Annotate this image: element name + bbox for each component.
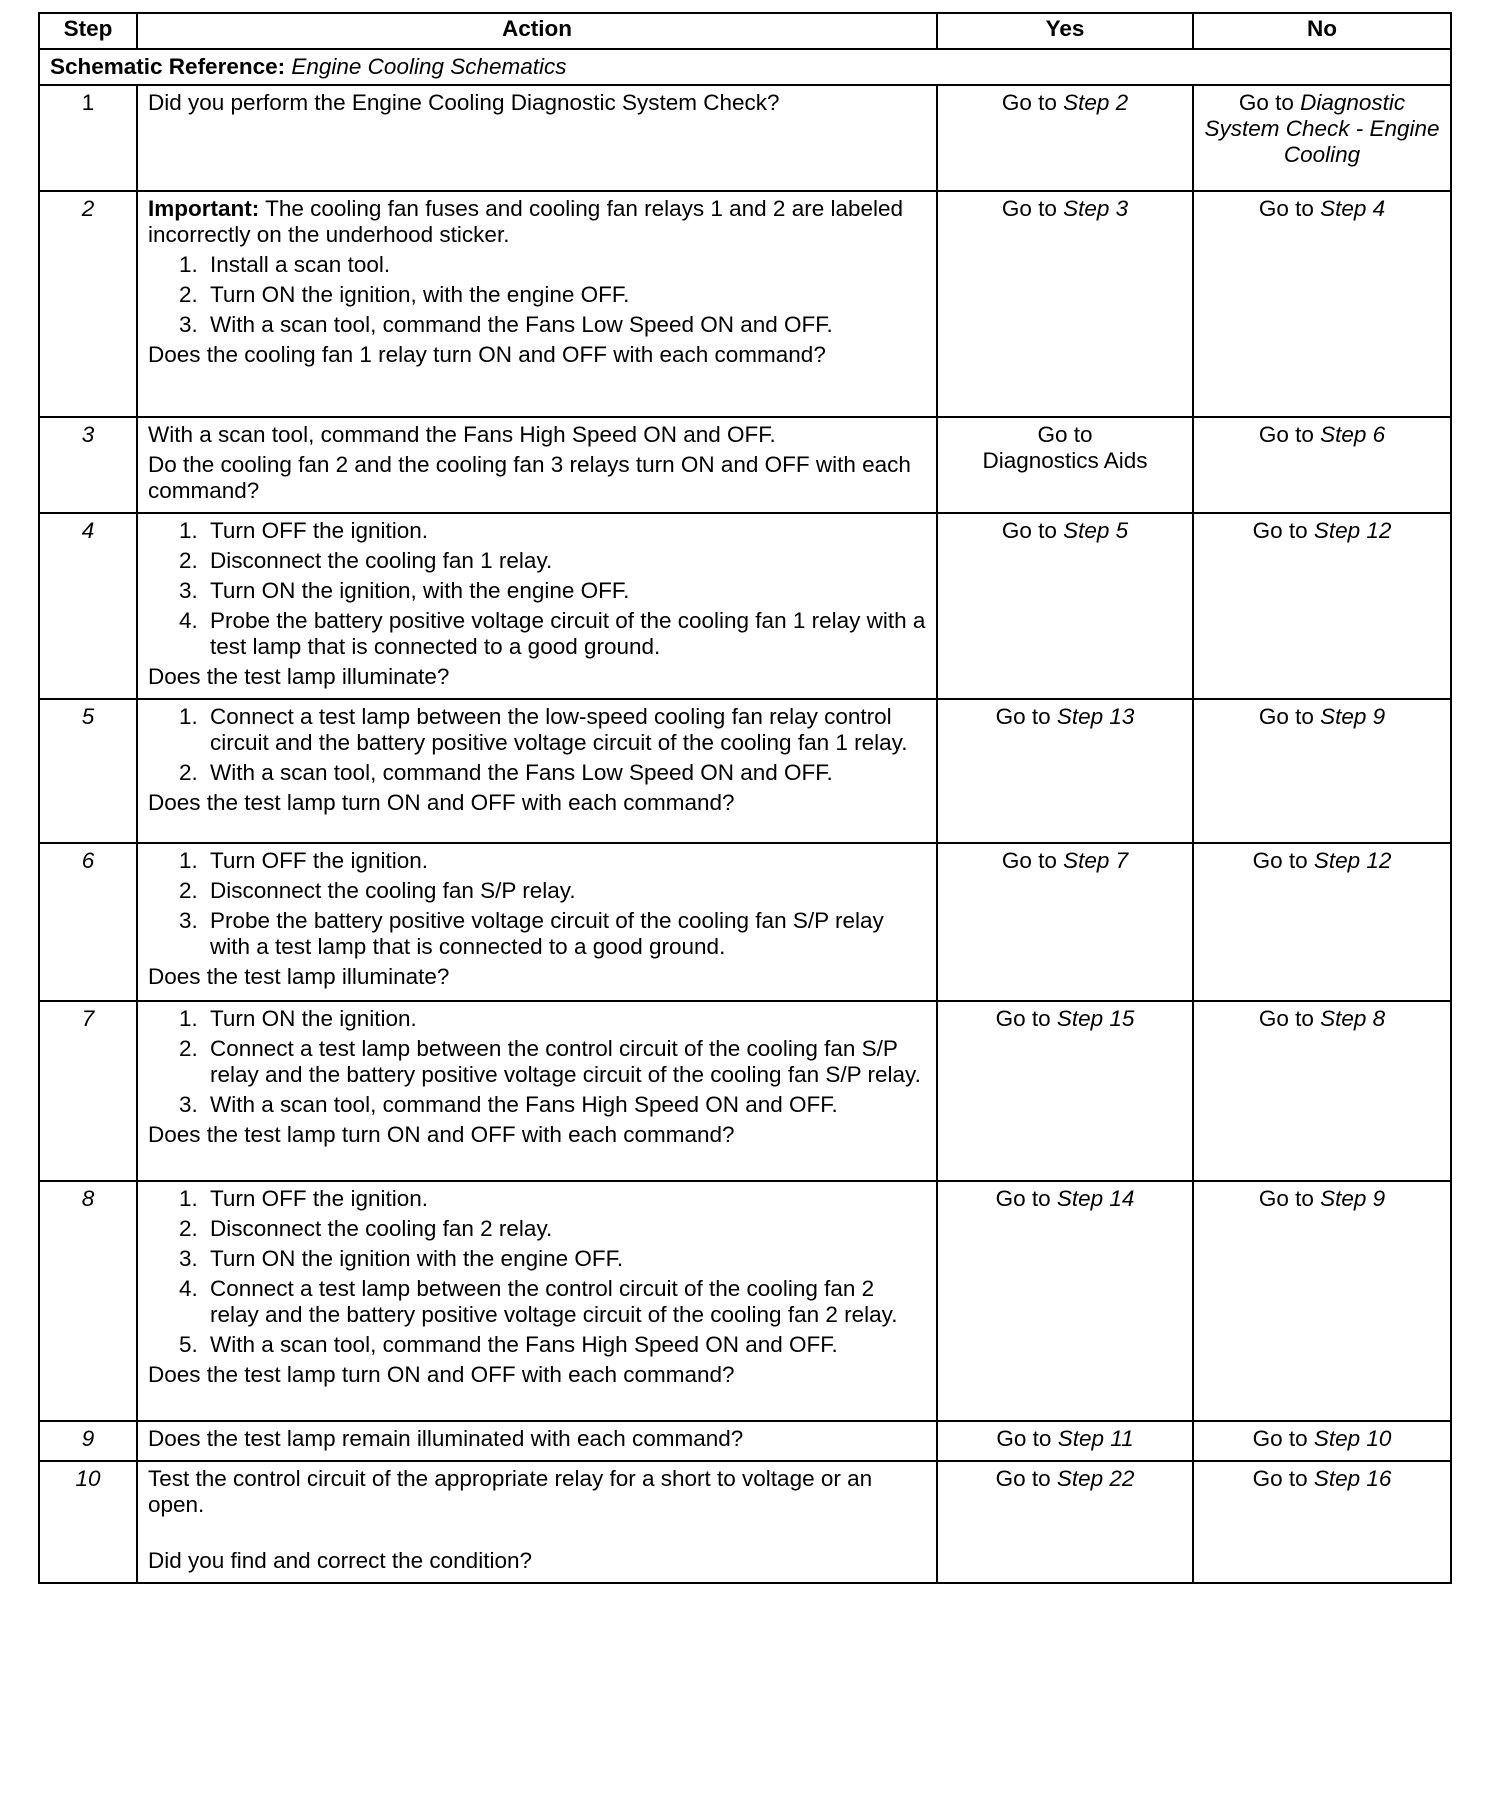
list-item: 3. With a scan tool, command the Fans Low Speed ON and OFF.	[204, 312, 926, 338]
yes-link[interactable]: Step 7	[1063, 848, 1129, 873]
list-item: 1. Turn ON the ignition.	[204, 1006, 926, 1032]
no-cell	[1193, 417, 1451, 513]
no-cell	[1193, 1461, 1451, 1583]
action-question: Do the cooling fan 2 and the cooling fan 3 relays turn ON and OFF with each command?	[148, 452, 911, 503]
step-number: 7	[39, 1001, 137, 1181]
list-item: 1. Turn OFF the ignition.	[204, 1186, 926, 1212]
yes-prefix: Go to	[996, 1426, 1058, 1451]
no-cell	[1193, 1181, 1451, 1421]
list-item: 2. Disconnect the cooling fan S/P relay.	[204, 878, 926, 904]
list-item: 3. Turn ON the ignition, with the engine OFF.	[204, 578, 926, 604]
no-link[interactable]: Step 12	[1313, 848, 1392, 873]
yes-link[interactable]: Step 22	[1056, 1466, 1135, 1491]
action-steps	[148, 1006, 926, 1118]
no-link[interactable]: Step 9	[1320, 1186, 1386, 1211]
list-item: 1. Install a scan tool.	[204, 252, 926, 278]
action-cell	[137, 1001, 937, 1181]
yes-prefix: Go to	[995, 704, 1057, 729]
table-row	[39, 699, 1451, 843]
yes-link[interactable]: Step 5	[1063, 518, 1129, 543]
yes-cell	[937, 85, 1193, 191]
table-row	[39, 85, 1451, 191]
step-number: 10	[39, 1461, 137, 1583]
no-link[interactable]: Step 4	[1320, 196, 1386, 221]
no-prefix: Go to	[1258, 196, 1321, 221]
no-cell	[1193, 1421, 1451, 1461]
list-item: 3. Turn ON the ignition with the engine OFF.	[204, 1246, 926, 1272]
no-cell	[1193, 843, 1451, 1001]
schematic-reference-label: Schematic Reference:	[50, 54, 286, 79]
yes-prefix: Go to	[995, 1186, 1057, 1211]
action-question: Did you find and correct the condition?	[148, 1548, 532, 1573]
no-prefix: Go to	[1252, 1426, 1314, 1451]
no-link[interactable]: Step 10	[1313, 1426, 1392, 1451]
action-instruction: With a scan tool, command the Fans High Speed ON and OFF.	[148, 422, 776, 447]
no-cell	[1193, 513, 1451, 699]
yes-link[interactable]: Step 3	[1063, 196, 1129, 221]
yes-cell	[937, 417, 1193, 513]
no-cell	[1193, 699, 1451, 843]
list-item: 2. Connect a test lamp between the control circuit of the cooling fan S/P relay and the battery positive voltage circuit of the cooling fan S/P relay.	[204, 1036, 926, 1088]
action-cell	[137, 1181, 937, 1421]
action-cell	[137, 191, 937, 417]
yes-prefix: Go to	[1037, 422, 1093, 447]
header-row	[39, 13, 1451, 49]
table-row	[39, 417, 1451, 513]
action-question: Does the test lamp turn ON and OFF with each command?	[148, 1122, 735, 1147]
yes-cell	[937, 699, 1193, 843]
action-steps	[148, 518, 926, 660]
no-prefix: Go to	[1258, 704, 1321, 729]
list-item: 5. With a scan tool, command the Fans High Speed ON and OFF.	[204, 1332, 926, 1358]
yes-prefix: Go to	[1001, 848, 1064, 873]
yes-prefix: Go to	[995, 1006, 1057, 1031]
table-row	[39, 513, 1451, 699]
yes-cell	[937, 1181, 1193, 1421]
schematic-reference-row	[39, 49, 1451, 85]
yes-cell	[937, 1461, 1193, 1583]
list-item: 3. With a scan tool, command the Fans High Speed ON and OFF.	[204, 1092, 926, 1118]
action-steps	[148, 1186, 926, 1358]
header-yes: Yes	[937, 13, 1193, 49]
action-question: Does the test lamp illuminate?	[148, 664, 450, 689]
no-link[interactable]: Step 16	[1313, 1466, 1392, 1491]
no-prefix: Go to	[1258, 1186, 1321, 1211]
action-steps	[148, 848, 926, 960]
yes-link[interactable]: Step 13	[1056, 704, 1135, 729]
important-label: Important:	[148, 196, 260, 221]
no-cell	[1193, 1001, 1451, 1181]
action-question: Does the cooling fan 1 relay turn ON and OFF with each command?	[148, 342, 826, 367]
no-link[interactable]: Step 8	[1320, 1006, 1386, 1031]
action-question: Does the test lamp turn ON and OFF with each command?	[148, 1362, 735, 1387]
no-link[interactable]: Step 9	[1320, 704, 1386, 729]
yes-link[interactable]: Diagnostics Aids	[982, 448, 1148, 473]
list-item: 1. Connect a test lamp between the low-speed cooling fan relay control circuit and the battery positive voltage circuit of the cooling fan 1 relay.	[204, 704, 926, 756]
schematic-reference-link[interactable]: Engine Cooling Schematics	[291, 54, 567, 79]
table-row	[39, 1421, 1451, 1461]
header-action: Action	[137, 13, 937, 49]
yes-prefix: Go to	[1001, 518, 1064, 543]
action-cell	[137, 417, 937, 513]
no-link[interactable]: Step 12	[1313, 518, 1392, 543]
step-number: 2	[39, 191, 137, 417]
important-text: The cooling fan fuses and cooling fan relays 1 and 2 are labeled incorrectly on the underhood sticker.	[148, 196, 904, 247]
step-number: 9	[39, 1421, 137, 1461]
header-no: No	[1193, 13, 1451, 49]
table-row	[39, 191, 1451, 417]
table-row	[39, 1001, 1451, 1181]
no-prefix: Go to	[1258, 1006, 1321, 1031]
action-question: Did you perform the Engine Cooling Diagnostic System Check?	[148, 90, 780, 115]
list-item: 2. With a scan tool, command the Fans Low Speed ON and OFF.	[204, 760, 926, 786]
action-cell	[137, 699, 937, 843]
header-step: Step	[39, 13, 137, 49]
yes-link[interactable]: Step 11	[1057, 1426, 1134, 1451]
yes-cell	[937, 191, 1193, 417]
action-question: Does the test lamp illuminate?	[148, 964, 450, 989]
step-number: 3	[39, 417, 137, 513]
list-item: 1. Turn OFF the ignition.	[204, 848, 926, 874]
action-cell	[137, 1421, 937, 1461]
yes-link[interactable]: Step 2	[1063, 90, 1129, 115]
no-prefix: Go to	[1252, 518, 1314, 543]
yes-link[interactable]: Step 15	[1056, 1006, 1135, 1031]
yes-link[interactable]: Step 14	[1056, 1186, 1135, 1211]
no-link[interactable]: Step 6	[1320, 422, 1386, 447]
important-note	[148, 196, 926, 248]
no-prefix: Go to	[1238, 90, 1301, 115]
yes-prefix: Go to	[995, 1466, 1057, 1491]
no-cell	[1193, 85, 1451, 191]
yes-cell	[937, 1421, 1193, 1461]
step-number: 4	[39, 513, 137, 699]
yes-prefix: Go to	[1001, 196, 1064, 221]
no-cell	[1193, 191, 1451, 417]
list-item: 4. Probe the battery positive voltage circuit of the cooling fan 1 relay with a test lamp that is connected to a good ground.	[204, 608, 926, 660]
schematic-reference	[39, 49, 1451, 85]
list-item: 1. Turn OFF the ignition.	[204, 518, 926, 544]
list-item: 4. Connect a test lamp between the control circuit of the cooling fan 2 relay and the battery positive voltage circuit of the cooling fan 2 relay.	[204, 1276, 926, 1328]
step-number: 5	[39, 699, 137, 843]
table-row	[39, 1461, 1451, 1583]
diagnostic-table	[38, 12, 1452, 1584]
action-question: Does the test lamp remain illuminated with each command?	[148, 1426, 744, 1451]
yes-cell	[937, 1001, 1193, 1181]
yes-cell	[937, 513, 1193, 699]
list-item: 2. Turn ON the ignition, with the engine OFF.	[204, 282, 926, 308]
step-number: 8	[39, 1181, 137, 1421]
no-prefix: Go to	[1258, 422, 1321, 447]
yes-prefix: Go to	[1001, 90, 1064, 115]
action-cell	[137, 85, 937, 191]
list-item: 2. Disconnect the cooling fan 2 relay.	[204, 1216, 926, 1242]
list-item: 2. Disconnect the cooling fan 1 relay.	[204, 548, 926, 574]
no-link[interactable]: Diagnostic System Check - Engine Cooling	[1204, 90, 1440, 167]
no-prefix: Go to	[1252, 848, 1314, 873]
table-row	[39, 843, 1451, 1001]
no-prefix: Go to	[1252, 1466, 1314, 1491]
action-cell	[137, 1461, 937, 1583]
step-number: 1	[39, 85, 137, 191]
action-steps	[148, 704, 926, 786]
action-instruction: Test the control circuit of the appropriate relay for a short to voltage or an open.	[148, 1466, 873, 1517]
list-item: 3. Probe the battery positive voltage circuit of the cooling fan S/P relay with a test lamp that is connected to a good ground.	[204, 908, 926, 960]
action-cell	[137, 843, 937, 1001]
action-question: Does the test lamp turn ON and OFF with each command?	[148, 790, 735, 815]
spacer	[148, 1522, 926, 1548]
action-cell	[137, 513, 937, 699]
yes-cell	[937, 843, 1193, 1001]
table-row	[39, 1181, 1451, 1421]
step-number: 6	[39, 843, 137, 1001]
action-steps	[148, 252, 926, 338]
